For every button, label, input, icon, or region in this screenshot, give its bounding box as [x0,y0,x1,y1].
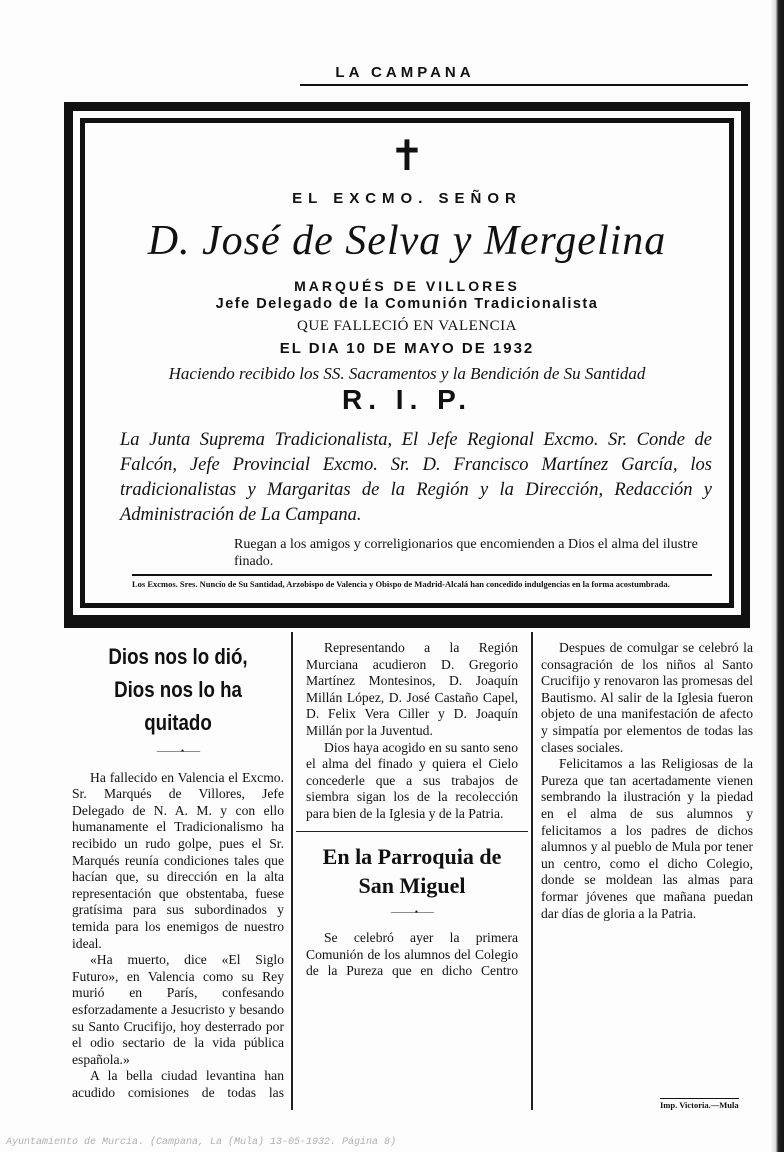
cross-icon: ✝ [389,134,425,180]
paragraph: «Ha muerto, dice «El Siglo Futuro», en Valencia como su Rey murió en París, confesando esforzadamente a Jesucristo y besando su Santo Crucifijo, hoy desterrado por el odio sectario de la vida pública española.» [72,952,284,1067]
divider [64,622,750,628]
ornament: ———•—— [156,746,200,756]
divider [132,574,712,576]
death-place: QUE FALLECIÓ EN VALENCIA [297,318,517,334]
prayer-request: Ruegan a los amigos y correligionarios que encomienden a Dios el alma del ilustre finado. [234,537,698,569]
paragraph: Ha fallecido en Valencia el Excmo. Sr. Marqués de Villores, Jefe Delegado de N. A. M. y con ello humanamente el Tradicionalismo ha recibido un rudo golpe, pues el Sr. Marqués reunía condiciones tales que hacían que, su dirección en la alta representación que obstentaba, fuese gratísima para sus subordinados y temida para los enemigos de nuestro ideal. [72,769,284,951]
column-divider [531,632,533,1110]
divider [300,84,748,86]
mourners: La Junta Suprema Tradicionalista, El Jefe Regional Excmo. Sr. Conde de Falcón, Jefe Provincial Excmo. Sr. D. Francisco Martínez García, los tradicionalistas y Margaritas de la Región y la Dirección, Redacción y Administración de La Campana. [120,430,712,525]
archive-footer: Ayuntamiento de Murcia. (Campana, La (Mula) 13-05-1932. Página 8) [6,1137,397,1148]
article-column-2 [306,640,518,980]
paragraph: Despues de comulgar se celebró la consagración de los niños al Santo Crucifijo y renovaron las promesas del Bautismo. Al salir de la Iglesia fueron objeto de una manifestación de afecto y simpatía por elementos de todas las clases sociales. [541,640,753,755]
paragraph: Felicitamos a las Religiosas de la Pureza que tan acertadamente vienen sembrando la ilustración y la piedad en el alma de sus alumnos y felicitamos a los padres de dichos alumnos y al pueblo de Mula por tener un centro, como el dicho Colegio, donde se moldean las almas para formar jóvenes que mañana puedan dar días de gloria a la Patria. [541,756,753,921]
death-date: EL DIA 10 DE MAYO DE 1932 [279,340,535,357]
article-column-3 [541,640,753,922]
paragraph: Representando a la Región Murciana acudieron D. Gregorio Martínez Montesinos, D. Joaquín Millán López, D. José Castaño Capel, D. Felix Vera Ciller y D. Joaquín Millán por la Juventud. [306,640,518,738]
printer-credit: Imp. Victoria.—Mula [660,1100,739,1110]
paragraph: Se celebró ayer la primera Comunión de los alumnos del Colegio de la Pureza que en dicho Centro [306,930,518,979]
obituary-notice [80,118,734,608]
article-column-1 [72,640,284,1101]
column-divider [291,632,293,1110]
notice-title: EL EXCMO. SEÑOR [292,190,522,207]
article-headline: Dios nos lo dió, Dios nos lo ha quitado [108,644,248,735]
position: Jefe Delegado de la Comunión Tradicionalista [215,296,599,312]
rip: R. I. P. [342,384,472,415]
ornament: ———•—— [390,906,434,917]
deceased-name: D. José de Selva y Mergelina [147,218,667,264]
paragraph: Dios haya acogido en su santo seno el alma del finado y quiera el Cielo concederle que a sus trabajos de siembra sigan los de la recolección para bien de la Iglesia y de la Patria. [306,739,518,821]
noble-title: MARQUÉS DE VILLORES [294,278,520,294]
article-headline: En la Parroquia de San Miguel [322,843,502,898]
indulgences-note: Los Excmos. Sres. Nuncio de Su Santidad, Arzobispo de Valencia y Obispo de Madrid-Alcalá han concedido indulgencias en la forma acostumbrada. [132,579,670,589]
paragraph: A la bella ciudad levantina han acudido comisiones de todas las [72,1068,284,1100]
masthead: LA CAMPANA [335,64,475,81]
sacraments-line: Haciendo recibido los SS. Sacramentos y la Bendición de Su Santidad [168,364,646,383]
scan-edge [770,0,784,1152]
